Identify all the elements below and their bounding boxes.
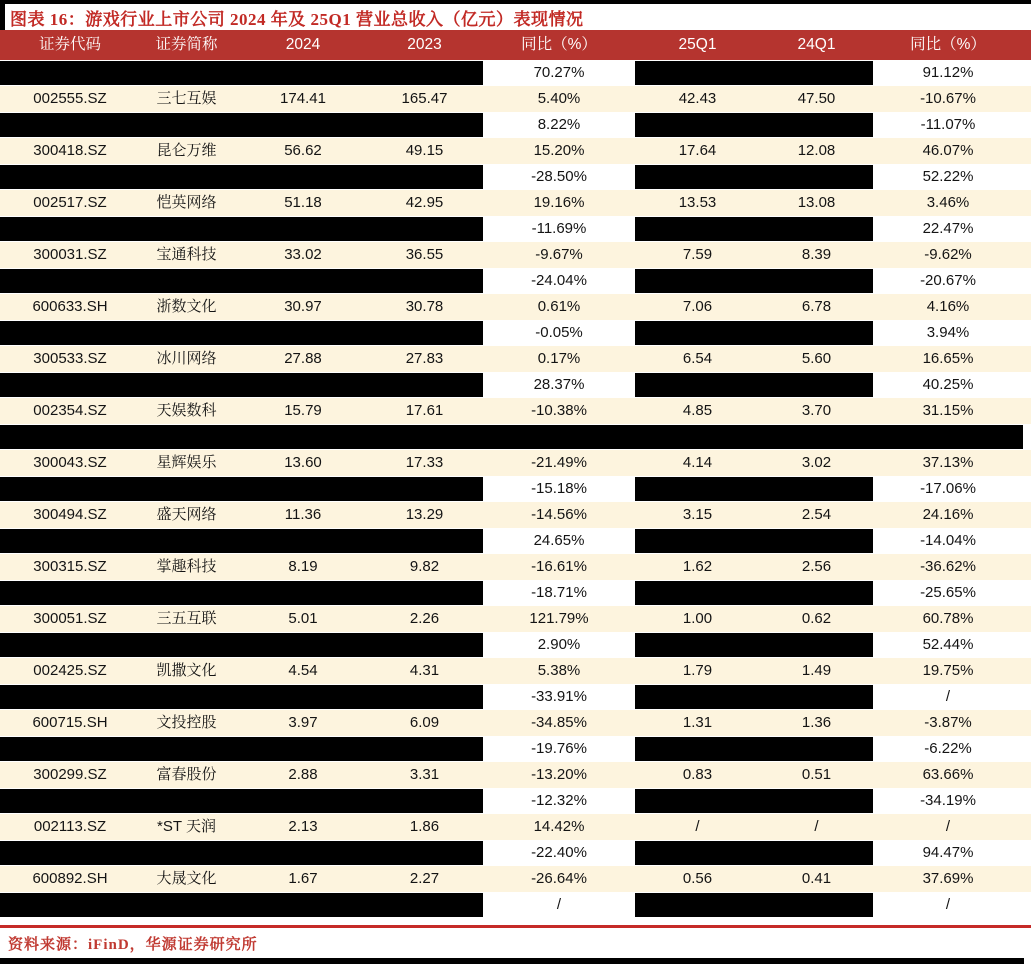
redaction-bar-left xyxy=(0,892,483,918)
cell-code: 600633.SH xyxy=(7,294,133,320)
cell-qyoy: / xyxy=(873,892,1023,918)
redaction-bar-left xyxy=(0,268,483,294)
redaction-bar-left xyxy=(0,320,483,346)
cell-y2023: 49.15 xyxy=(366,138,483,164)
row-right-spacer xyxy=(1023,164,1031,190)
cell-q24: 0.41 xyxy=(760,866,873,892)
cell-qyoy: -25.65% xyxy=(873,580,1023,606)
redaction-bar-mid xyxy=(635,580,873,606)
row-right-spacer xyxy=(1023,710,1031,736)
table-row-redacted xyxy=(0,632,1031,658)
cell-qyoy: 63.66% xyxy=(873,762,1023,788)
row-right-spacer xyxy=(1023,684,1031,710)
redaction-bar-mid xyxy=(635,632,873,658)
cell-y2024: 1.67 xyxy=(240,866,366,892)
row-right-spacer xyxy=(1023,60,1031,86)
cell-qyoy: 94.47% xyxy=(873,840,1023,866)
cell-y2024: 27.88 xyxy=(240,346,366,372)
row-left-spacer xyxy=(0,554,7,580)
cell-y2023: 9.82 xyxy=(366,554,483,580)
redaction-bar-left xyxy=(0,164,483,190)
cell-code: 300494.SZ xyxy=(7,502,133,528)
cell-y2024: 15.79 xyxy=(240,398,366,424)
cell-q25: 1.62 xyxy=(635,554,760,580)
cell-yoy: -13.20% xyxy=(483,762,635,788)
cell-q25: 4.14 xyxy=(635,450,760,476)
row-right-spacer xyxy=(1023,242,1031,268)
cell-yoy: 28.37% xyxy=(483,372,635,398)
cell-code: 300051.SZ xyxy=(7,606,133,632)
row-right-spacer xyxy=(1023,840,1031,866)
cell-q24: 2.54 xyxy=(760,502,873,528)
cell-q25: 0.56 xyxy=(635,866,760,892)
redaction-bar-left xyxy=(0,60,483,86)
cell-qyoy: -34.19% xyxy=(873,788,1023,814)
redaction-bar-left xyxy=(0,840,483,866)
row-right-spacer xyxy=(1023,424,1031,450)
row-left-spacer xyxy=(0,138,7,164)
cell-yoy: -9.67% xyxy=(483,242,635,268)
cell-yoy: 70.27% xyxy=(483,60,635,86)
header-cell-name: 证券简称 xyxy=(155,36,218,53)
cell-y2023: 17.33 xyxy=(366,450,483,476)
figure-title-row xyxy=(0,4,1031,30)
redaction-bar-left xyxy=(0,372,483,398)
cell-yoy: -14.56% xyxy=(483,502,635,528)
cell-qyoy: 52.44% xyxy=(873,632,1023,658)
cell-y2023: 30.78 xyxy=(366,294,483,320)
table-row-redacted xyxy=(0,320,1031,346)
cell-q25: 1.31 xyxy=(635,710,760,736)
cell-qyoy: -9.62% xyxy=(873,242,1023,268)
cell-y2024: 174.41 xyxy=(240,86,366,112)
cell-code: 002113.SZ xyxy=(7,814,133,840)
cell-yoy: -21.49% xyxy=(483,450,635,476)
cell-q24: 2.56 xyxy=(760,554,873,580)
cell-name: 盛天网络 xyxy=(133,502,240,528)
row-left-spacer xyxy=(0,866,7,892)
header-cell-q24: 24Q1 xyxy=(797,36,836,53)
cell-code: 002555.SZ xyxy=(7,86,133,112)
cell-y2023: 36.55 xyxy=(366,242,483,268)
cell-yoy: -12.32% xyxy=(483,788,635,814)
row-right-spacer xyxy=(1023,86,1031,112)
row-right-spacer xyxy=(1023,814,1031,840)
table-row-data xyxy=(0,554,1031,580)
redaction-bar-left xyxy=(0,736,483,762)
cell-q24: / xyxy=(760,814,873,840)
row-right-spacer xyxy=(1023,866,1031,892)
cell-y2024: 11.36 xyxy=(240,502,366,528)
table-row-redacted xyxy=(0,684,1031,710)
cell-q25: 17.64 xyxy=(635,138,760,164)
cell-yoy: -0.05% xyxy=(483,320,635,346)
table-row-data xyxy=(0,606,1031,632)
cell-y2023: 4.31 xyxy=(366,658,483,684)
bottom-border-bar xyxy=(0,958,1024,964)
row-right-spacer xyxy=(1023,606,1031,632)
table-row-redacted xyxy=(0,268,1031,294)
cell-y2024: 51.18 xyxy=(240,190,366,216)
cell-code: 300299.SZ xyxy=(7,762,133,788)
left-border-bar xyxy=(0,4,5,30)
cell-yoy: 121.79% xyxy=(483,606,635,632)
cell-q24: 12.08 xyxy=(760,138,873,164)
redaction-bar-mid xyxy=(635,684,873,710)
cell-yoy: -15.18% xyxy=(483,476,635,502)
cell-y2024: 2.88 xyxy=(240,762,366,788)
cell-y2024: 3.97 xyxy=(240,710,366,736)
table-row-redacted xyxy=(0,840,1031,866)
cell-name: 三七互娱 xyxy=(133,86,240,112)
redaction-bar-mid xyxy=(635,112,873,138)
cell-code: 300043.SZ xyxy=(7,450,133,476)
cell-qyoy: 4.16% xyxy=(873,294,1023,320)
table-bottom-rule xyxy=(0,925,1031,928)
cell-name: 大晟文化 xyxy=(133,866,240,892)
cell-y2023: 27.83 xyxy=(366,346,483,372)
table-row-redacted xyxy=(0,112,1031,138)
cell-q24: 1.49 xyxy=(760,658,873,684)
header-cell-qyoy: 同比（%） xyxy=(910,36,986,53)
cell-qyoy: -10.67% xyxy=(873,86,1023,112)
cell-code: 300533.SZ xyxy=(7,346,133,372)
row-right-spacer xyxy=(1023,294,1031,320)
cell-y2023: 1.86 xyxy=(366,814,483,840)
redaction-bar-left xyxy=(0,112,483,138)
cell-qyoy: 19.75% xyxy=(873,658,1023,684)
redaction-bar-full xyxy=(0,424,1023,450)
table-body xyxy=(0,60,1031,918)
cell-name: 昆仑万维 xyxy=(133,138,240,164)
redaction-bar-left xyxy=(0,684,483,710)
table-row-redacted xyxy=(0,528,1031,554)
table-row-data xyxy=(0,294,1031,320)
table-row-redacted xyxy=(0,164,1031,190)
cell-y2024: 56.62 xyxy=(240,138,366,164)
cell-q25: / xyxy=(635,814,760,840)
cell-y2024: 33.02 xyxy=(240,242,366,268)
cell-code: 300315.SZ xyxy=(7,554,133,580)
redaction-bar-left xyxy=(0,788,483,814)
row-right-spacer xyxy=(1023,736,1031,762)
row-right-spacer xyxy=(1023,268,1031,294)
cell-yoy: 14.42% xyxy=(483,814,635,840)
cell-qyoy: -3.87% xyxy=(873,710,1023,736)
cell-q25: 6.54 xyxy=(635,346,760,372)
cell-name: 凯撒文化 xyxy=(133,658,240,684)
table-row-data xyxy=(0,502,1031,528)
row-left-spacer xyxy=(0,502,7,528)
cell-q24: 3.02 xyxy=(760,450,873,476)
row-right-spacer xyxy=(1023,528,1031,554)
row-left-spacer xyxy=(0,398,7,424)
header-cell-y2023: 2023 xyxy=(407,36,442,53)
cell-yoy: -34.85% xyxy=(483,710,635,736)
cell-name: *ST 天润 xyxy=(133,814,240,840)
cell-yoy: 5.40% xyxy=(483,86,635,112)
cell-yoy: 2.90% xyxy=(483,632,635,658)
cell-qyoy: -20.67% xyxy=(873,268,1023,294)
cell-qyoy: 37.69% xyxy=(873,866,1023,892)
cell-q25: 42.43 xyxy=(635,86,760,112)
table-row-data xyxy=(0,450,1031,476)
redaction-bar-left xyxy=(0,216,483,242)
redaction-bar-mid xyxy=(635,476,873,502)
cell-yoy: 19.16% xyxy=(483,190,635,216)
redaction-bar-mid xyxy=(635,372,873,398)
cell-q24: 0.51 xyxy=(760,762,873,788)
cell-y2023: 165.47 xyxy=(366,86,483,112)
redaction-bar-mid xyxy=(635,892,873,918)
row-left-spacer xyxy=(0,450,7,476)
cell-y2023: 2.26 xyxy=(366,606,483,632)
redaction-bar-mid xyxy=(635,320,873,346)
redaction-bar-mid xyxy=(635,736,873,762)
cell-name: 三五互联 xyxy=(133,606,240,632)
cell-y2023: 2.27 xyxy=(366,866,483,892)
redaction-bar-left xyxy=(0,476,483,502)
table-row-redacted xyxy=(0,476,1031,502)
cell-yoy: 5.38% xyxy=(483,658,635,684)
redaction-bar-left xyxy=(0,632,483,658)
cell-q24: 8.39 xyxy=(760,242,873,268)
cell-qyoy: 60.78% xyxy=(873,606,1023,632)
cell-y2024: 13.60 xyxy=(240,450,366,476)
redaction-bar-mid xyxy=(635,528,873,554)
cell-q24: 6.78 xyxy=(760,294,873,320)
header-cell-code: 证券代码 xyxy=(38,36,101,53)
row-right-spacer xyxy=(1023,762,1031,788)
cell-qyoy: 16.65% xyxy=(873,346,1023,372)
cell-qyoy: -6.22% xyxy=(873,736,1023,762)
table-row-data xyxy=(0,86,1031,112)
cell-q24: 5.60 xyxy=(760,346,873,372)
cell-qyoy: 52.22% xyxy=(873,164,1023,190)
cell-yoy: -19.76% xyxy=(483,736,635,762)
table-row-redacted xyxy=(0,892,1031,918)
cell-y2024: 5.01 xyxy=(240,606,366,632)
cell-name: 掌趣科技 xyxy=(133,554,240,580)
cell-q25: 1.00 xyxy=(635,606,760,632)
cell-qyoy: / xyxy=(873,814,1023,840)
row-right-spacer xyxy=(1023,450,1031,476)
cell-qyoy: 91.12% xyxy=(873,60,1023,86)
cell-yoy: 24.65% xyxy=(483,528,635,554)
row-right-spacer xyxy=(1023,320,1031,346)
row-right-spacer xyxy=(1023,554,1031,580)
row-left-spacer xyxy=(0,294,7,320)
cell-yoy: -10.38% xyxy=(483,398,635,424)
cell-q24: 13.08 xyxy=(760,190,873,216)
table-header-row xyxy=(0,30,1031,60)
table-row-redacted xyxy=(0,736,1031,762)
cell-name: 宝通科技 xyxy=(133,242,240,268)
table-row-data xyxy=(0,190,1031,216)
cell-y2024: 8.19 xyxy=(240,554,366,580)
cell-qyoy: -17.06% xyxy=(873,476,1023,502)
cell-code: 002425.SZ xyxy=(7,658,133,684)
row-right-spacer xyxy=(1023,372,1031,398)
row-left-spacer xyxy=(0,190,7,216)
cell-qyoy: 46.07% xyxy=(873,138,1023,164)
table-row-data xyxy=(0,814,1031,840)
cell-yoy: -11.69% xyxy=(483,216,635,242)
cell-code: 002354.SZ xyxy=(7,398,133,424)
cell-code: 300418.SZ xyxy=(7,138,133,164)
cell-y2023: 6.09 xyxy=(366,710,483,736)
row-right-spacer xyxy=(1023,892,1031,918)
redaction-bar-mid xyxy=(635,60,873,86)
cell-q25: 7.59 xyxy=(635,242,760,268)
redaction-bar-mid xyxy=(635,216,873,242)
row-right-spacer xyxy=(1023,632,1031,658)
table-row-blackout xyxy=(0,424,1031,450)
cell-q24: 0.62 xyxy=(760,606,873,632)
cell-yoy: / xyxy=(483,892,635,918)
cell-code: 002517.SZ xyxy=(7,190,133,216)
cell-y2024: 2.13 xyxy=(240,814,366,840)
table-row-data xyxy=(0,762,1031,788)
cell-name: 恺英网络 xyxy=(133,190,240,216)
table-row-redacted xyxy=(0,216,1031,242)
figure-title: 图表 16：游戏行业上市公司 2024 年及 25Q1 营业总收入（亿元）表现情况 xyxy=(10,9,584,29)
table-row-redacted xyxy=(0,60,1031,86)
row-right-spacer xyxy=(1023,346,1031,372)
cell-q24: 3.70 xyxy=(760,398,873,424)
row-left-spacer xyxy=(0,86,7,112)
row-left-spacer xyxy=(0,814,7,840)
cell-q25: 7.06 xyxy=(635,294,760,320)
cell-yoy: -22.40% xyxy=(483,840,635,866)
cell-yoy: -28.50% xyxy=(483,164,635,190)
table-row-redacted xyxy=(0,580,1031,606)
cell-q25: 3.15 xyxy=(635,502,760,528)
cell-q25: 0.83 xyxy=(635,762,760,788)
cell-yoy: 8.22% xyxy=(483,112,635,138)
row-right-spacer xyxy=(1023,658,1031,684)
cell-qyoy: 3.46% xyxy=(873,190,1023,216)
redaction-bar-left xyxy=(0,580,483,606)
cell-yoy: 15.20% xyxy=(483,138,635,164)
table-row-data xyxy=(0,398,1031,424)
cell-yoy: -33.91% xyxy=(483,684,635,710)
row-right-spacer xyxy=(1023,190,1031,216)
cell-yoy: 0.17% xyxy=(483,346,635,372)
cell-y2024: 30.97 xyxy=(240,294,366,320)
header-cell-y2024: 2024 xyxy=(285,36,321,53)
cell-y2023: 3.31 xyxy=(366,762,483,788)
cell-qyoy: -36.62% xyxy=(873,554,1023,580)
cell-yoy: -18.71% xyxy=(483,580,635,606)
row-left-spacer xyxy=(0,762,7,788)
row-right-spacer xyxy=(1023,788,1031,814)
cell-y2024: 4.54 xyxy=(240,658,366,684)
cell-qyoy: 24.16% xyxy=(873,502,1023,528)
table-row-data xyxy=(0,866,1031,892)
cell-yoy: -26.64% xyxy=(483,866,635,892)
cell-code: 600892.SH xyxy=(7,866,133,892)
cell-name: 冰川网络 xyxy=(133,346,240,372)
redaction-bar-left xyxy=(0,528,483,554)
table-row-redacted xyxy=(0,788,1031,814)
source-note: 资料来源：iFinD，华源证券研究所 xyxy=(8,937,258,953)
cell-qyoy: 31.15% xyxy=(873,398,1023,424)
cell-name: 富春股份 xyxy=(133,762,240,788)
cell-q24: 47.50 xyxy=(760,86,873,112)
cell-y2023: 13.29 xyxy=(366,502,483,528)
cell-qyoy: 40.25% xyxy=(873,372,1023,398)
table-row-data xyxy=(0,710,1031,736)
cell-q25: 13.53 xyxy=(635,190,760,216)
cell-yoy: -16.61% xyxy=(483,554,635,580)
cell-q25: 4.85 xyxy=(635,398,760,424)
table-row-data xyxy=(0,138,1031,164)
cell-qyoy: / xyxy=(873,684,1023,710)
redaction-bar-mid xyxy=(635,268,873,294)
row-right-spacer xyxy=(1023,138,1031,164)
row-left-spacer xyxy=(0,710,7,736)
table-row-data xyxy=(0,346,1031,372)
cell-yoy: 0.61% xyxy=(483,294,635,320)
cell-y2023: 42.95 xyxy=(366,190,483,216)
cell-qyoy: 22.47% xyxy=(873,216,1023,242)
table-row-data xyxy=(0,242,1031,268)
cell-code: 600715.SH xyxy=(7,710,133,736)
cell-name: 星辉娱乐 xyxy=(133,450,240,476)
cell-q24: 1.36 xyxy=(760,710,873,736)
row-left-spacer xyxy=(0,658,7,684)
cell-name: 浙数文化 xyxy=(133,294,240,320)
cell-qyoy: -14.04% xyxy=(873,528,1023,554)
cell-name: 天娱数科 xyxy=(133,398,240,424)
table-row-redacted xyxy=(0,372,1031,398)
redaction-bar-mid xyxy=(635,788,873,814)
row-right-spacer xyxy=(1023,476,1031,502)
redaction-bar-mid xyxy=(635,840,873,866)
cell-q25: 1.79 xyxy=(635,658,760,684)
header-cell-yoy: 同比（%） xyxy=(521,36,597,53)
row-right-spacer xyxy=(1023,398,1031,424)
row-right-spacer xyxy=(1023,216,1031,242)
cell-yoy: -24.04% xyxy=(483,268,635,294)
row-left-spacer xyxy=(0,242,7,268)
cell-y2023: 17.61 xyxy=(366,398,483,424)
cell-qyoy: 3.94% xyxy=(873,320,1023,346)
cell-name: 文投控股 xyxy=(133,710,240,736)
cell-qyoy: -11.07% xyxy=(873,112,1023,138)
row-right-spacer xyxy=(1023,502,1031,528)
cell-code: 300031.SZ xyxy=(7,242,133,268)
row-left-spacer xyxy=(0,346,7,372)
header-cell-q25: 25Q1 xyxy=(678,36,717,53)
cell-qyoy: 37.13% xyxy=(873,450,1023,476)
row-right-spacer xyxy=(1023,580,1031,606)
row-right-spacer xyxy=(1023,112,1031,138)
table-row-data xyxy=(0,658,1031,684)
row-left-spacer xyxy=(0,606,7,632)
redaction-bar-mid xyxy=(635,164,873,190)
